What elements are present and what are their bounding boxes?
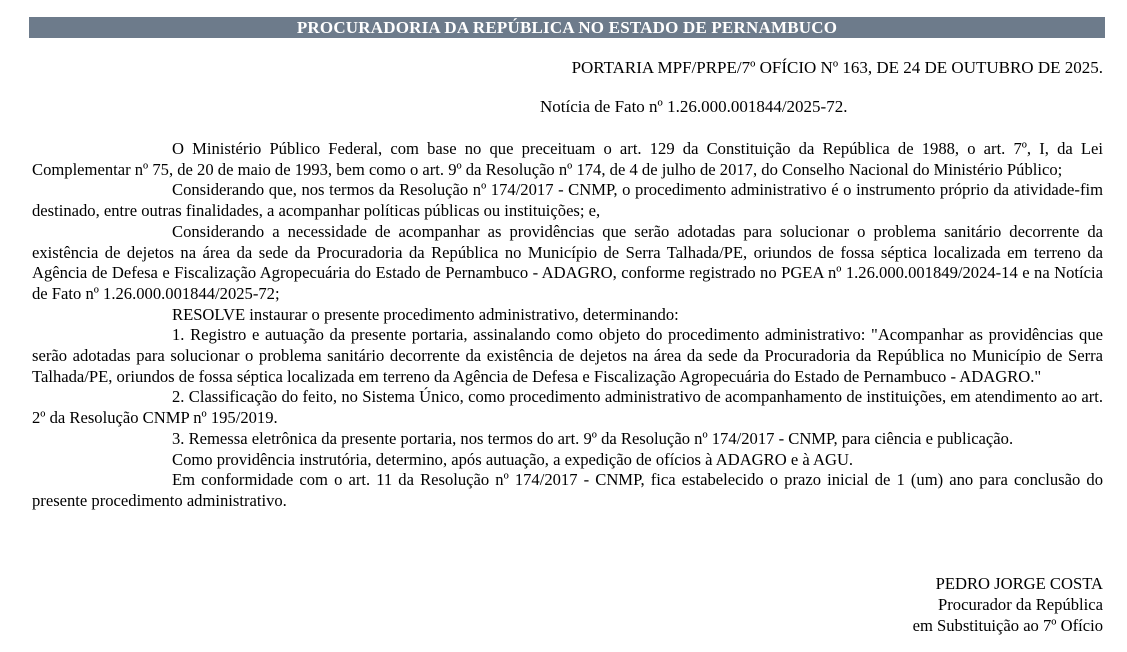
paragraph-considerando-1: Considerando que, nos termos da Resolução nº 174/2017 - CNMP, o procedimento administrativo é o instrumento próprio da atividade-fim destinado, entre outras finalidades, a acompanhar políticas públicas ou instituições; e,	[32, 180, 1103, 221]
signature-name: PEDRO JORGE COSTA	[935, 574, 1103, 593]
paragraph-item-2: 2. Classificação do feito, no Sistema Único, como procedimento administrativo de acompanhamento de instituições, em atendimento ao art. 2º da Resolução CNMP nº 195/2019.	[32, 387, 1103, 428]
paragraph-item-1: 1. Registro e autuação da presente portaria, assinalando como objeto do procedimento administrativo: "Acompanhar as providências que serão adotadas para solucionar o problema sanitário decorrente da existência de dejetos na área da sede da Procuradoria da República no Município de Serra Talhada/PE, oriundos de fossa séptica localizada em terreno da Agência de Defesa e Fiscalização Agropecuária do Estado de Pernambuco - ADAGRO."	[32, 325, 1103, 386]
signature-office: em Substituição ao 7º Ofício	[912, 616, 1103, 635]
header-title: PROCURADORIA DA REPÚBLICA NO ESTADO DE PERNAMBUCO	[29, 17, 1105, 38]
noticia-reference: Notícia de Fato nº 1.26.000.001844/2025-72.	[540, 97, 848, 116]
paragraph-considerando-2: Considerando a necessidade de acompanhar as providências que serão adotadas para solucionar o problema sanitário decorrente da existência de dejetos na área da sede da Procuradoria da República no Município de Serra Talhada/PE, oriundos de fossa séptica localizada em terreno da Agência de Defesa e Fiscalização Agropecuária do Estado de Pernambuco - ADAGRO, conforme registrado no PGEA nº 1.26.000.001849/2024-14 e na Notícia de Fato nº 1.26.000.001844/2025-72;	[32, 221, 1103, 303]
paragraph-item-3: 3. Remessa eletrônica da presente portaria, nos termos do art. 9º da Resolução nº 174/2017 - CNMP, para ciência e publicação.	[172, 428, 1014, 448]
document-body	[32, 139, 1103, 512]
paragraph-resolve: RESOLVE instaurar o presente procedimento administrativo, determinando:	[172, 304, 679, 324]
signature-block	[913, 573, 1103, 636]
portaria-title: PORTARIA MPF/PRPE/7º OFÍCIO Nº 163, DE 24 DE OUTUBRO DE 2025.	[571, 58, 1103, 77]
signature-role: Procurador da República	[938, 595, 1103, 614]
paragraph-preamble: O Ministério Público Federal, com base no que preceituam o art. 129 da Constituição da República de 1988, o art. 7º, I, da Lei Complementar nº 75, de 20 de maio de 1993, bem como o art. 9º da Resolução nº 174, de 4 de julho de 2017, do Conselho Nacional do Ministério Público;	[32, 139, 1103, 179]
paragraph-providencia: Como providência instrutória, determino, após autuação, a expedição de ofícios à ADAGRO e à AGU.	[172, 449, 854, 469]
paragraph-prazo: Em conformidade com o art. 11 da Resolução nº 174/2017 - CNMP, fica estabelecido o prazo inicial de 1 (um) ano para conclusão do presente procedimento administrativo.	[32, 470, 1103, 510]
